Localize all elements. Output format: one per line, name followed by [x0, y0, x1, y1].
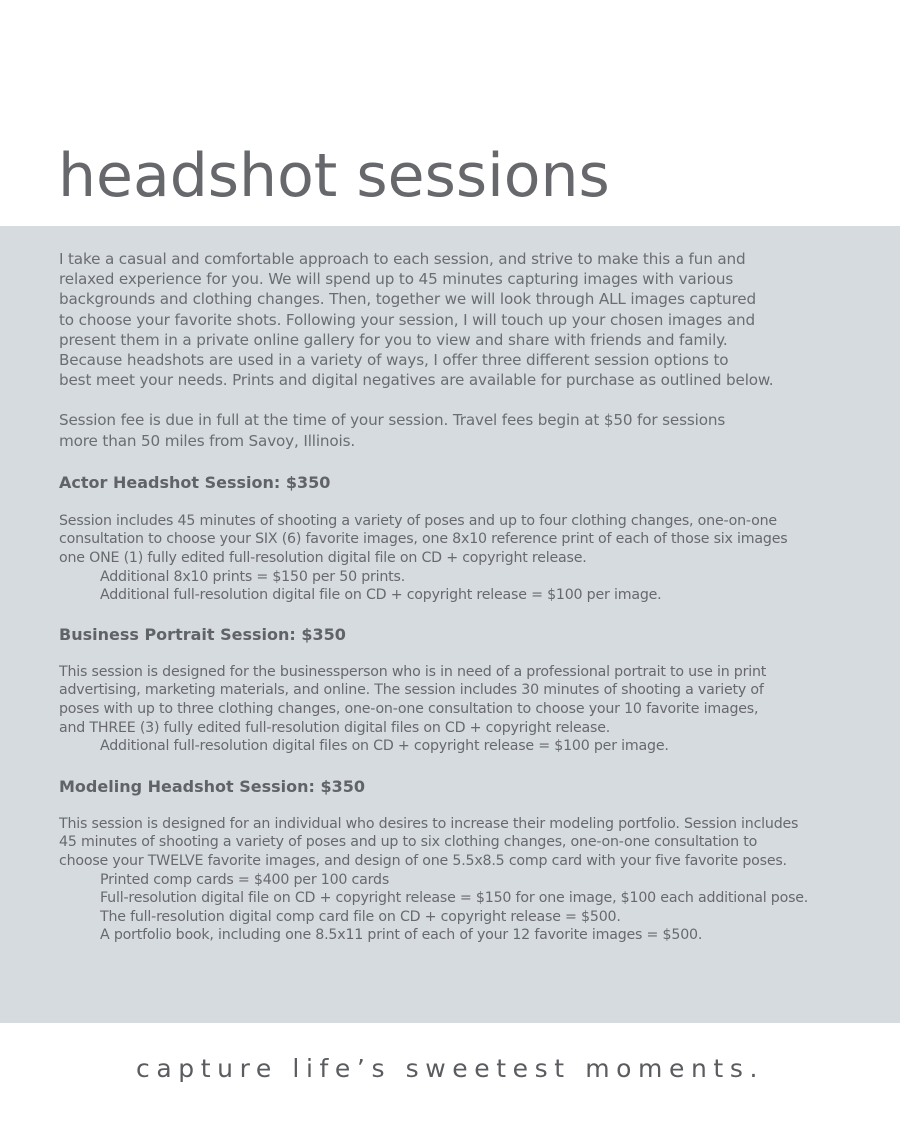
content — [59, 249, 859, 945]
fee-paragraph — [59, 410, 859, 450]
section-extra: Printed comp cards = $400 per 100 cards — [100, 871, 390, 888]
section-extra: Additional full-resolution digital files on CD + copyright release = $100 per image. — [100, 738, 669, 755]
section-line: 45 minutes of shooting a variety of poses and up to six clothing changes, one-on-one consultation to — [59, 834, 758, 851]
section-heading-modeling: Modeling Headshot Session: $350 — [59, 776, 366, 796]
intro-line: present them in a private online gallery for you to view and share with friends and family. — [59, 330, 728, 349]
fee-line: Session fee is due in full at the time of your session. Travel fees begin at $50 for sessions — [59, 411, 726, 430]
section-extra: Full-resolution digital file on CD + copyright release = $150 for one image, $100 each additional pose. — [100, 890, 809, 907]
intro-line: relaxed experience for you. We will spend up to 45 minutes capturing images with various — [59, 270, 734, 289]
section-line: poses with up to three clothing changes, one-on-one consultation to choose your 10 favorite images, — [59, 700, 759, 717]
section-heading-business: Business Portrait Session: $350 — [59, 624, 346, 644]
intro-line: Because headshots are used in a variety of ways, I offer three different session options to — [59, 351, 729, 370]
section-body-business — [59, 663, 859, 756]
page-title: headshot sessions — [58, 141, 610, 211]
section-heading-actor: Actor Headshot Session: $350 — [59, 472, 331, 492]
section-extra: The full-resolution digital comp card file on CD + copyright release = $500. — [100, 908, 621, 925]
tagline: capture life’s sweetest moments. — [135, 1054, 765, 1083]
section-extra: Additional 8x10 prints = $150 per 50 prints. — [100, 568, 406, 585]
section-line: This session is designed for the businessperson who is in need of a professional portrait to use in print — [59, 663, 767, 680]
section-extra: Additional full-resolution digital file on CD + copyright release = $100 per image. — [100, 587, 662, 604]
intro-paragraph — [59, 249, 859, 390]
intro-line: I take a casual and comfortable approach to each session, and strive to make this a fun and — [59, 250, 746, 268]
section-line: This session is designed for an individual who desires to increase their modeling portfolio. Session includes — [59, 815, 799, 832]
intro-line: backgrounds and clothing changes. Then, together we will look through ALL images captured — [59, 290, 756, 309]
section-extra: A portfolio book, including one 8.5x11 print of each of your 12 favorite images = $500. — [100, 927, 703, 944]
section-line: Session includes 45 minutes of shooting a variety of poses and up to four clothing changes, one-on-one — [59, 512, 777, 529]
intro-line: best meet your needs. Prints and digital negatives are available for purchase as outlined below. — [59, 371, 774, 390]
fee-line: more than 50 miles from Savoy, Illinois. — [59, 431, 356, 450]
intro-line: to choose your favorite shots. Following your session, I will touch up your chosen images and — [59, 310, 755, 329]
section-line: consultation to choose your SIX (6) favorite images, one 8x10 reference print of each of those six images — [59, 531, 788, 548]
section-line: advertising, marketing materials, and online. The session includes 30 minutes of shooting a variety of — [59, 682, 764, 699]
section-body-actor — [59, 512, 859, 605]
section-line: choose your TWELVE favorite images, and design of one 5.5x8.5 comp card with your five favorite poses. — [59, 852, 787, 869]
section-body-modeling — [59, 815, 859, 945]
section-line: and THREE (3) fully edited full-resolution digital files on CD + copyright release. — [59, 719, 611, 736]
section-line: one ONE (1) fully edited full-resolution digital file on CD + copyright release. — [59, 550, 587, 567]
